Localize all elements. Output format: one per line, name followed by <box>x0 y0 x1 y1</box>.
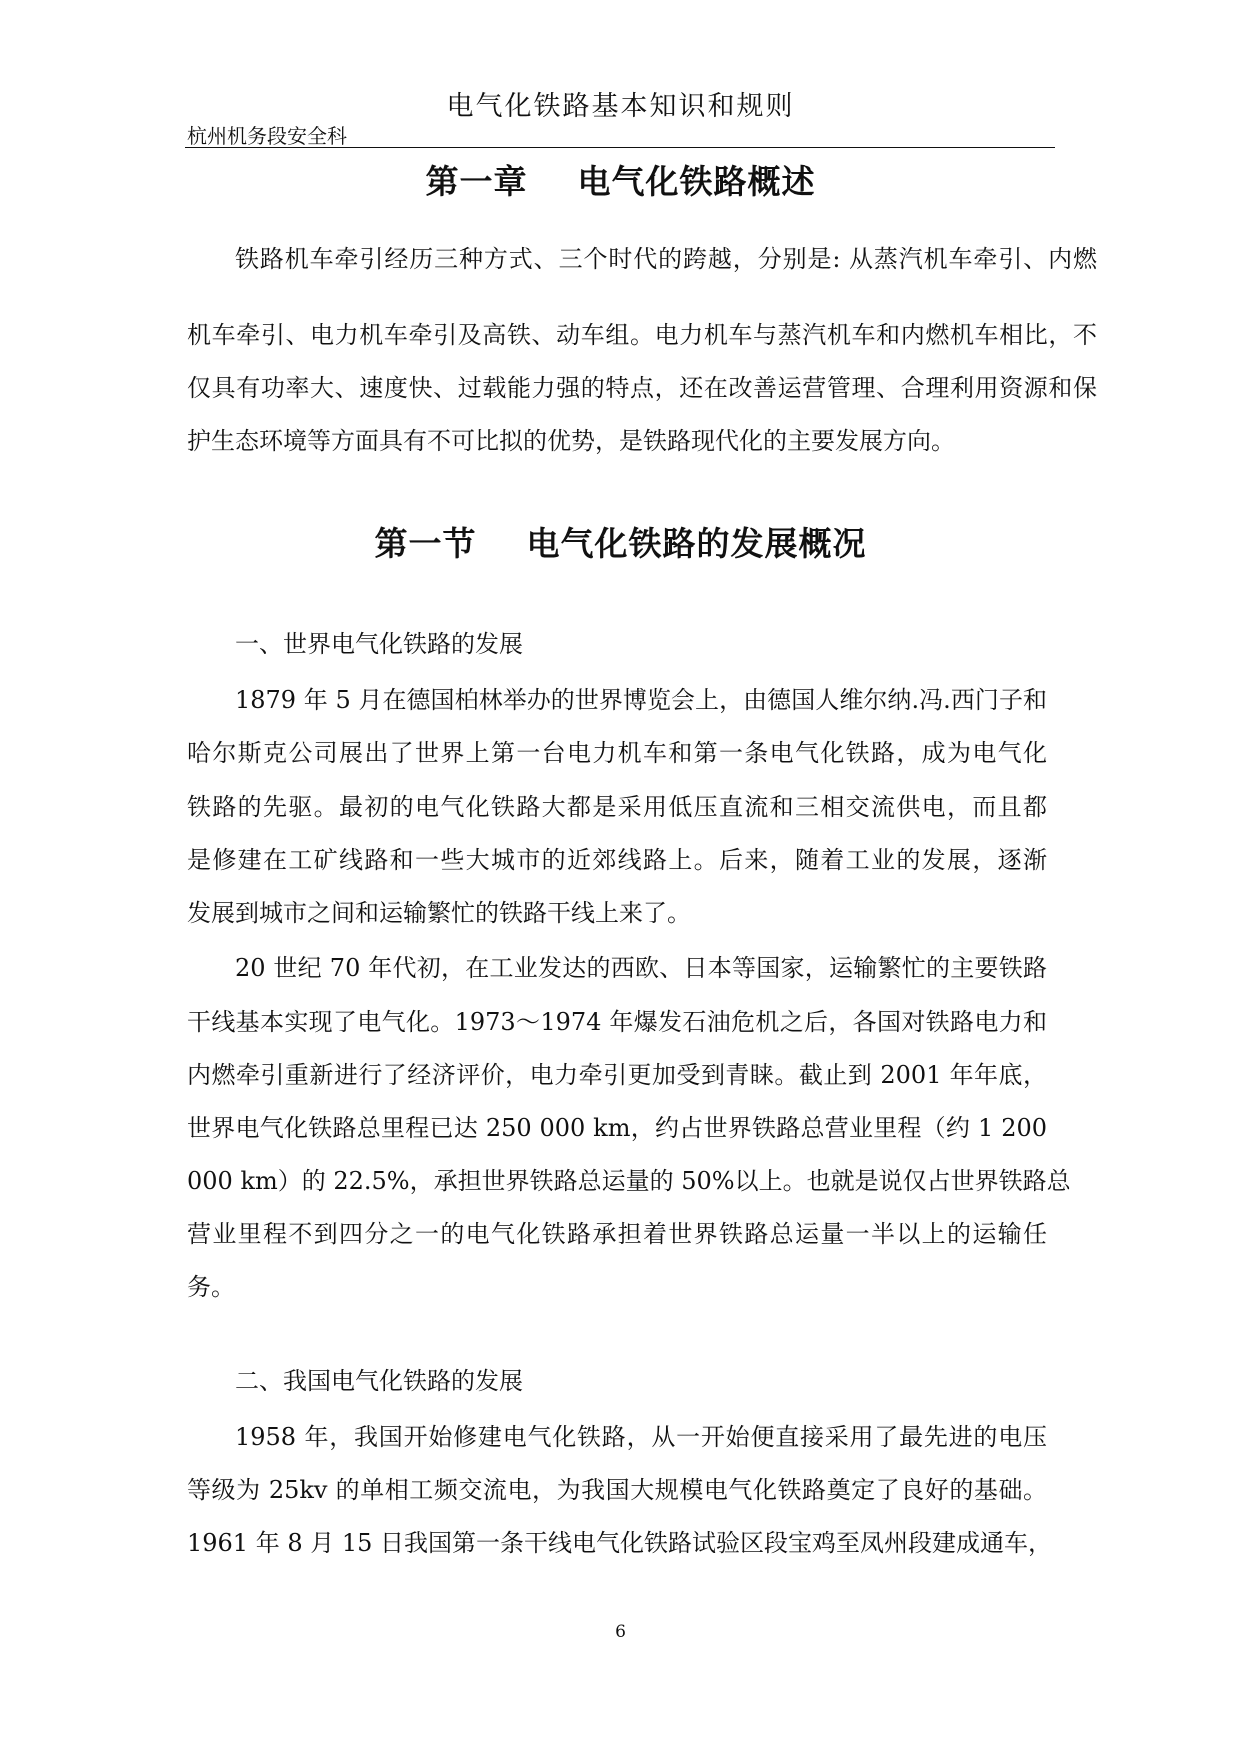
subsection-heading-world: 一、世界电气化铁路的发展 <box>235 630 523 658</box>
paragraph-line: 20 世纪 70 年代初，在工业发达的西欧、日本等国家，运输繁忙的主要铁路 <box>235 954 1047 982</box>
paragraph-line: 护生态环境等方面具有不可比拟的优势，是铁路现代化的主要发展方向。 <box>187 427 955 455</box>
paragraph-line: 内燃牵引重新进行了经济评价，电力牵引更加受到青睐。截止到 2001 年年底， <box>187 1061 1047 1089</box>
page-number: 6 <box>615 1622 626 1642</box>
paragraph-line: 营业里程不到四分之一的电气化铁路承担着世界铁路总运量一半以上的运输任 <box>187 1220 1047 1248</box>
paragraph-line: 铁路机车牵引经历三种方式、三个时代的跨越，分别是: 从蒸汽机车牵引、内燃 <box>235 245 1097 273</box>
paragraph-line: 000 km）的 22.5%，承担世界铁路总运量的 50%以上。也就是说仅占世界铁路总 <box>187 1167 1071 1195</box>
paragraph-line: 是修建在工矿线路和一些大城市的近郊线路上。后来，随着工业的发展，逐渐 <box>187 846 1047 874</box>
paragraph-line: 机车牵引、电力机车牵引及高铁、动车组。电力机车与蒸汽机车和内燃机车相比，不 <box>187 321 1097 349</box>
paragraph-line: 发展到城市之间和运输繁忙的铁路干线上来了。 <box>187 899 691 927</box>
paragraph-line: 干线基本实现了电气化。1973～1974 年爆发石油危机之后，各国对铁路电力和 <box>187 1008 1047 1036</box>
paragraph-line: 1958 年，我国开始修建电气化铁路，从一开始便直接采用了最先进的电压 <box>235 1423 1047 1451</box>
chapter-title: 第一章 电气化铁路概述 <box>425 162 816 201</box>
paragraph-line: 1961 年 8 月 15 日我国第一条干线电气化铁路试验区段宝鸡至凤州段建成通车， <box>187 1529 1053 1557</box>
subsection-heading-china: 二、我国电气化铁路的发展 <box>235 1367 523 1395</box>
running-header-department: 杭州机务段安全科 <box>187 124 347 148</box>
paragraph-line: 等级为 25kv 的单相工频交流电，为我国大规模电气化铁路奠定了良好的基础。 <box>187 1476 1047 1504</box>
section-title: 第一节 电气化铁路的发展概况 <box>374 524 867 563</box>
paragraph-line: 仅具有功率大、速度快、过载能力强的特点，还在改善运营管理、合理利用资源和保 <box>187 374 1097 402</box>
paragraph-line: 务。 <box>187 1273 235 1301</box>
paragraph-line: 1879 年 5 月在德国柏林举办的世界博览会上，由德国人维尔纳.冯.西门子和 <box>235 686 1047 714</box>
running-header-title: 电气化铁路基本知识和规则 <box>446 91 795 122</box>
paragraph-line: 世界电气化铁路总里程已达 250 000 km，约占世界铁路总营业里程（约 1 200 <box>187 1114 1047 1142</box>
paragraph-line: 哈尔斯克公司展出了世界上第一台电力机车和第一条电气化铁路，成为电气化 <box>187 739 1047 767</box>
header-divider <box>185 147 1055 148</box>
paragraph-line: 铁路的先驱。最初的电气化铁路大都是采用低压直流和三相交流供电，而且都 <box>187 793 1047 821</box>
